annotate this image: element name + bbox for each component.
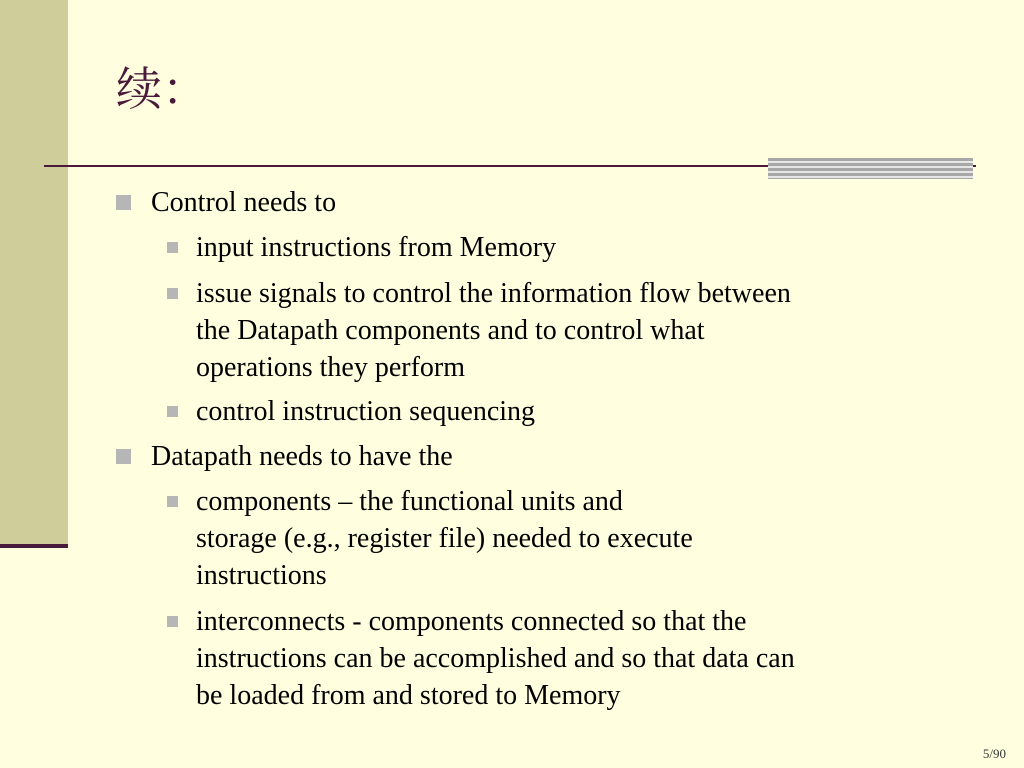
left-bar-underline [0, 544, 68, 548]
bullet-line: control instruction sequencing [196, 396, 536, 427]
title-accent-stripes [768, 158, 973, 179]
sub-bullet-square-icon [167, 288, 178, 299]
sub-bullet-item [196, 603, 795, 714]
page-number: 5/90 [982, 746, 1006, 761]
bullet-square-icon [116, 195, 131, 210]
sub-bullet-square-icon [167, 616, 178, 627]
sub-bullet-square-icon [167, 496, 178, 507]
bullet-line: interconnects - components connected so that the [196, 606, 747, 637]
bullet-line: operations they perform [196, 352, 466, 383]
bullet-line: instructions [196, 560, 327, 591]
bullet-square-icon [116, 449, 131, 464]
bullet-line: be loaded from and stored to Memory [196, 680, 621, 711]
bullet-item: Datapath needs to have the [151, 441, 453, 472]
bullet-line: input instructions from Memory [196, 232, 557, 263]
slide-title: 续： [116, 64, 208, 115]
bullet-line: instructions can be accomplished and so that data can [196, 643, 795, 674]
left-decorative-bar [0, 0, 68, 544]
bullet-line: issue signals to control the information flow between [196, 278, 791, 309]
sub-bullet-item [196, 393, 535, 430]
sub-bullet-item [196, 275, 791, 386]
bullet-line: the Datapath components and to control what [196, 315, 705, 346]
bullet-line: storage (e.g., register file) needed to execute [196, 523, 693, 554]
sub-bullet-item [196, 483, 693, 594]
sub-bullet-item [196, 229, 556, 266]
bullet-item: Control needs to [151, 187, 337, 218]
bullet-line: components – the functional units and [196, 486, 623, 517]
sub-bullet-square-icon [167, 242, 178, 253]
sub-bullet-square-icon [167, 406, 178, 417]
